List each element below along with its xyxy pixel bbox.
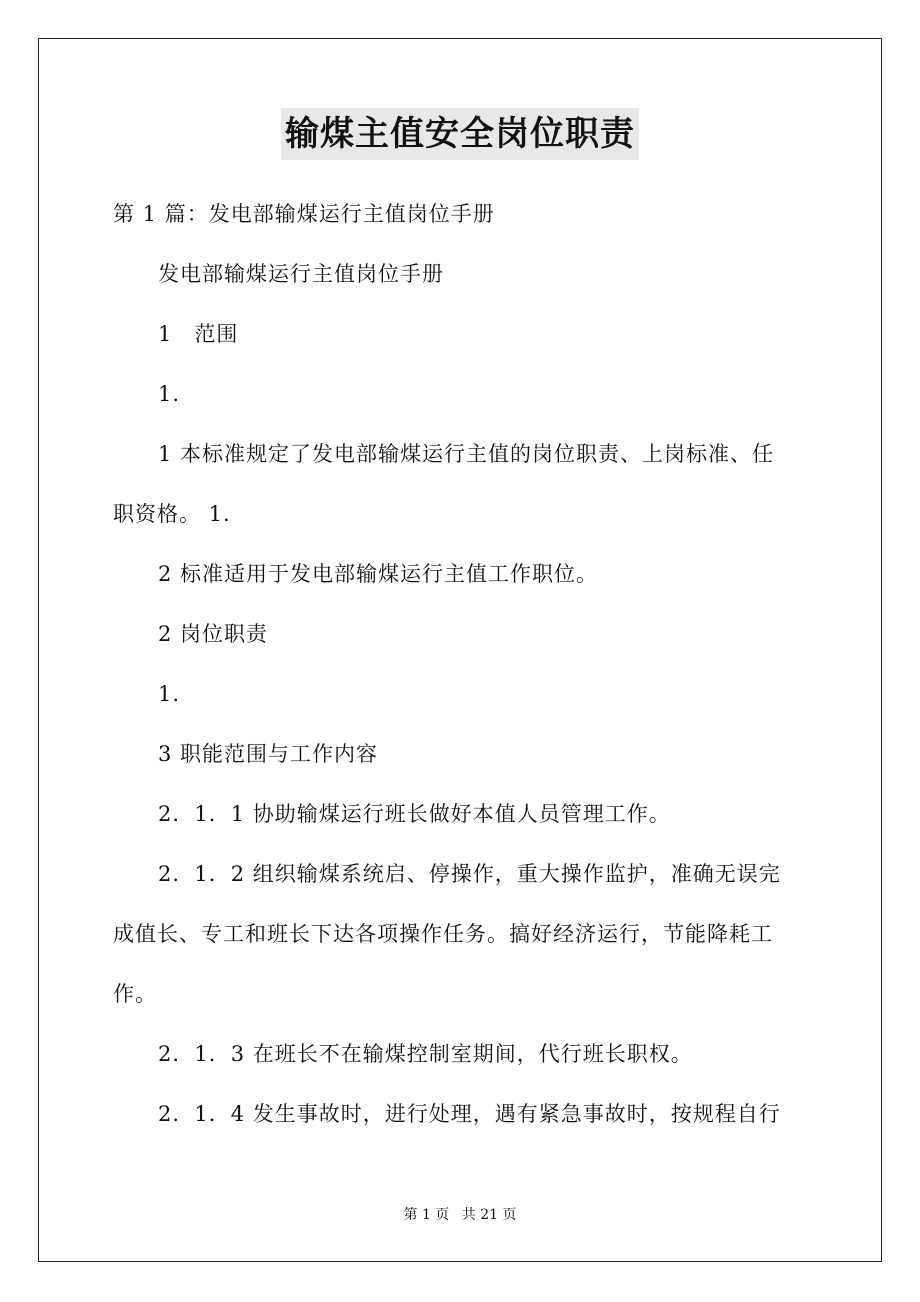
- body-line: 2．1．2 组织输煤系统启、停操作，重大操作监护，准确无误完: [158, 862, 781, 886]
- body-line: 2 标准适用于发电部输煤运行主值工作职位。: [158, 562, 599, 586]
- body-line: 作。: [113, 982, 157, 1006]
- body-line: 2．1．1 协助输煤运行班长做好本值人员管理工作。: [158, 802, 671, 826]
- body-line: 2．1．4 发生事故时，进行处理，遇有紧急事故时，按规程自行: [158, 1102, 781, 1126]
- body-line: 1 本标准规定了发电部输煤运行主值的岗位职责、上岗标准、任: [158, 442, 775, 466]
- section-heading: 第 1 篇：发电部输煤运行主值岗位手册: [113, 202, 495, 226]
- body-line: 3 职能范围与工作内容: [158, 742, 379, 766]
- body-line: 成值长、专工和班长下达各项操作任务。搞好经济运行，节能降耗工: [113, 922, 773, 946]
- title-container: [0, 108, 920, 160]
- page-total: 共 21 页: [461, 1207, 517, 1223]
- body-line: 1.: [158, 682, 181, 706]
- page-footer: [0, 1205, 920, 1225]
- document-title: 输煤主值安全岗位职责: [281, 108, 639, 160]
- page-number: 第 1 页: [403, 1207, 450, 1223]
- body-line: 2 岗位职责: [158, 622, 269, 646]
- body-line: 职资格。 1.: [113, 502, 231, 526]
- body-line: 1 范围: [158, 322, 239, 346]
- body-line: 2．1．3 在班长不在输煤控制室期间，代行班长职权。: [158, 1042, 693, 1066]
- body-line: 1.: [158, 382, 181, 406]
- body-line: 发电部输煤运行主值岗位手册: [158, 262, 444, 286]
